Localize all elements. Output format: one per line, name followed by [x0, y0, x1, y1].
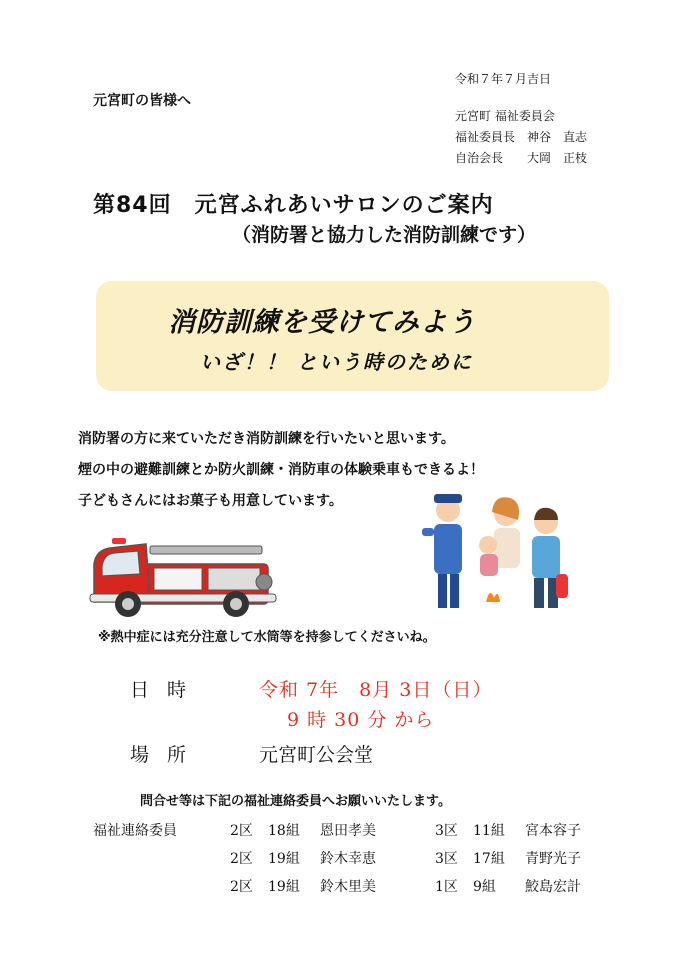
body-text: 消防署の方に来ていただき消防訓練を行いたいと思います。 — [78, 431, 455, 447]
member-entry: 2区 18組 恩田孝美 — [230, 823, 376, 839]
sender-line: 福祉委員長 神谷 直志 — [455, 130, 588, 144]
member-entry: 1区 9組 鮫島宏計 — [435, 879, 581, 895]
firefighter-family-illustration — [418, 490, 578, 615]
body-text: 子どもさんにはお菓子も用意しています。 — [78, 493, 343, 509]
member-entry: 3区 17組 青野光子 — [435, 851, 581, 867]
fire-truck-illustration — [88, 524, 288, 624]
banner-headline: 消防訓練を受けてみよう — [168, 307, 476, 338]
date-label: 日時 — [130, 679, 205, 701]
contact-intro: 問合せ等は下記の福祉連絡委員へお願いいたします。 — [140, 794, 451, 809]
member-entry: 2区 19組 鈴木里美 — [230, 879, 376, 895]
event-time: 9 時 30 分 から — [287, 709, 435, 731]
greeting: 元宮町の皆様へ — [93, 93, 191, 109]
committee-label: 福祉連絡委員 — [93, 823, 177, 839]
page-subtitle: （消防署と協力した消防訓練です） — [232, 224, 537, 246]
body-text: 煙の中の避難訓練とか防火訓練・消防車の体験乗車もできるよ！ — [78, 462, 484, 478]
heat-warning-note: ※熱中症には充分注意して水筒等を持参してくださいね。 — [98, 630, 436, 645]
sender-line: 自治会長 大岡 正枝 — [455, 151, 588, 165]
venue-label: 場所 — [130, 744, 205, 766]
banner-subheadline: いざ！！ という時のために — [200, 350, 473, 374]
document-date: 令和７年７月吉日 — [455, 72, 552, 86]
sender-line: 元宮町 福祉委員会 — [455, 109, 555, 123]
event-date: 令和 7年 8月 3日（日） — [259, 679, 493, 701]
event-venue: 元宮町公会堂 — [259, 744, 374, 766]
member-entry: 3区 11組 宮本容子 — [435, 823, 581, 839]
page-title: 第84回 元宮ふれあいサロンのご案内 — [93, 193, 494, 218]
member-entry: 2区 19組 鈴木幸恵 — [230, 851, 376, 867]
